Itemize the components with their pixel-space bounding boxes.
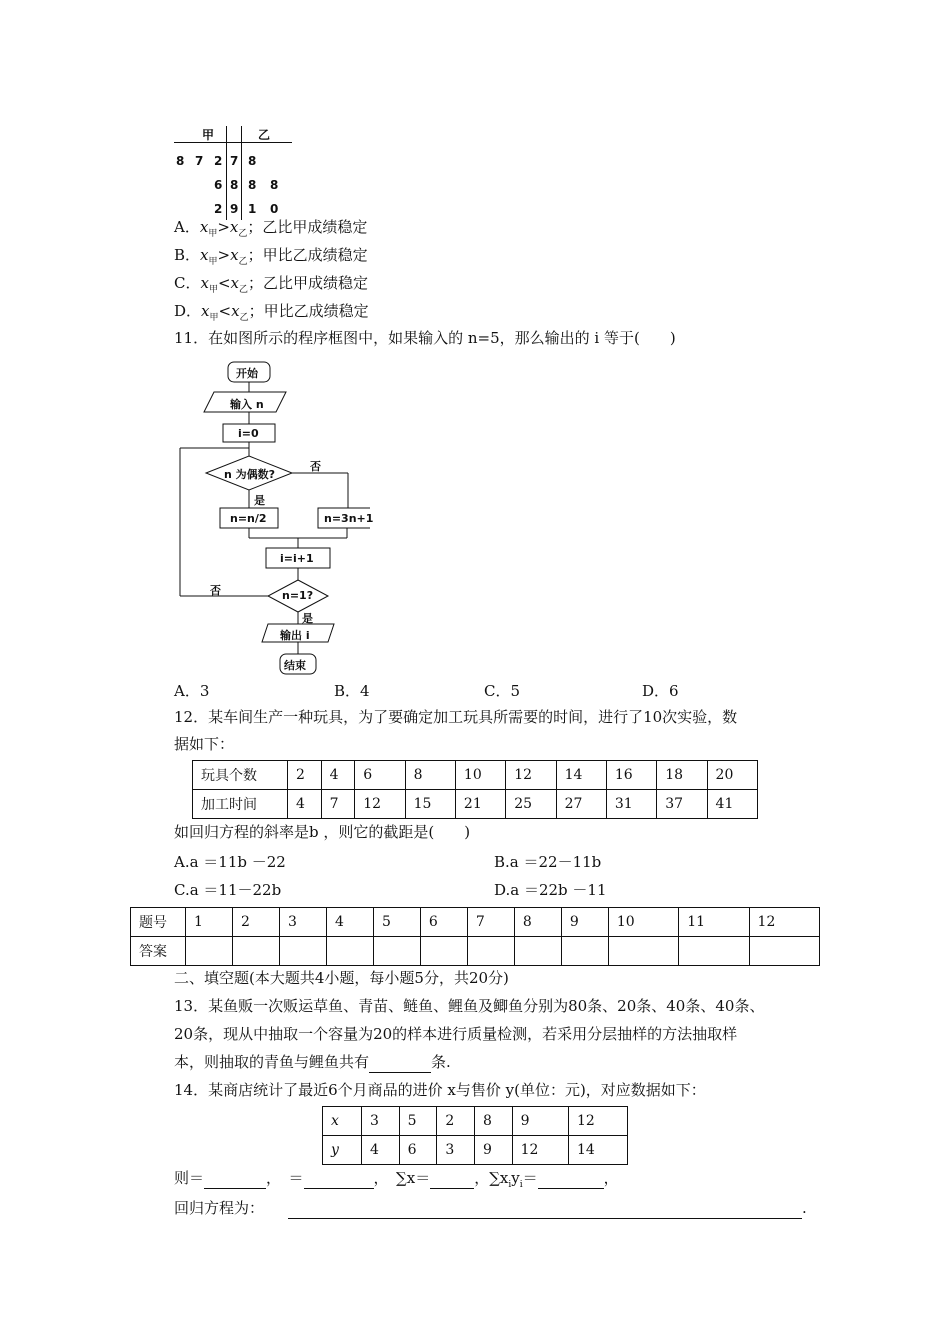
q13-line1: 13．某鱼贩一次贩运草鱼、青苗、鲢鱼、鲤鱼及鲫鱼分别为80条、20条、40条、40条、 [174, 997, 765, 1015]
answer-cell[interactable] [561, 937, 608, 966]
q12-option-a: A.a ＝11b －22 [174, 853, 286, 871]
table-cell: 2 [288, 761, 322, 790]
table-row [323, 1136, 628, 1165]
table-cell: 6 [420, 908, 467, 937]
table-cell: 8 [474, 1107, 512, 1136]
section-heading: 二、填空题(本大题共4小题，每小题5分，共20分) [174, 969, 509, 987]
flowchart-cond-one: n=1? [282, 589, 314, 602]
table-cell: 4 [326, 908, 373, 937]
q14-blank-1[interactable] [204, 1168, 266, 1189]
q12-option-c: C.a ＝11－22b [174, 881, 282, 899]
flowchart-output: 输出 i [280, 629, 310, 642]
table-row [131, 937, 820, 966]
table-cell: 14 [569, 1136, 628, 1165]
stem-leaf-stem: 9 [230, 202, 239, 216]
table-cell: 12 [506, 761, 556, 790]
table-cell: 18 [657, 761, 707, 790]
q11-option-a: A．3 [174, 682, 210, 700]
stem-leaf-stem: 8 [230, 178, 239, 192]
table-cell: 5 [373, 908, 420, 937]
table-cell: 37 [657, 790, 707, 819]
table-cell: 答案 [131, 937, 186, 966]
stem-leaf-cell: 2 [214, 154, 223, 168]
answer-cell[interactable] [608, 937, 678, 966]
table-cell: 2 [232, 908, 279, 937]
table-cell: 31 [606, 790, 656, 819]
stem-leaf-cell: 8 [176, 154, 185, 168]
flowchart-end: 结束 [284, 659, 306, 672]
table-cell: 加工时间 [193, 790, 288, 819]
flowchart [170, 358, 374, 678]
flowchart-no-label: 否 [310, 460, 321, 473]
answer-cell[interactable] [186, 937, 233, 966]
answer-cell[interactable] [514, 937, 561, 966]
table-cell: 8 [405, 761, 455, 790]
stem-leaf-right-header: 乙 [258, 128, 271, 142]
table-row [193, 761, 758, 790]
q12-question: 如回归方程的斜率是b ，则它的截距是( ) [174, 823, 471, 841]
stem-leaf-vline-right [241, 126, 242, 220]
table-row [131, 908, 820, 937]
flowchart-input: 输入 n [230, 398, 264, 411]
table-cell: 玩具个数 [193, 761, 288, 790]
q13-line2: 20条，现从中抽取一个容量为20的样本进行质量检测，若采用分层抽样的方法抽取样 [174, 1025, 738, 1043]
q14-fill-line: 则＝ ， ＝ ， ∑x＝ ，$\sum x_iy_i=$ ， [174, 1169, 619, 1190]
table-cell: 7 [467, 908, 514, 937]
q14-stem: 14．某商店统计了最近6个月商品的进价 x与售价 y(单位：元)，对应数据如下： [174, 1081, 706, 1099]
flowchart-start: 开始 [236, 367, 258, 380]
stem-leaf-cell: 1 [248, 202, 257, 216]
q10-option-c: C．$x_甲<x_乙$；乙比甲成绩稳定 [174, 274, 369, 295]
table-cell: 4 [288, 790, 322, 819]
table-cell: 1 [186, 908, 233, 937]
stem-leaf-stem: 7 [230, 154, 239, 168]
table-cell: 9 [561, 908, 608, 937]
q14-blank-3[interactable] [430, 1168, 474, 1189]
flowchart-triple: n=3n+1 [324, 512, 374, 525]
q14-blank-4[interactable] [538, 1168, 604, 1189]
table-cell: 4 [362, 1136, 400, 1165]
answer-cell[interactable] [279, 937, 326, 966]
answer-cell[interactable] [749, 937, 819, 966]
stem-leaf-cell: 0 [270, 202, 279, 216]
answer-cell[interactable] [326, 937, 373, 966]
table-cell: 题号 [131, 908, 186, 937]
table-cell: 14 [556, 761, 606, 790]
answer-cell[interactable] [373, 937, 420, 966]
table-cell: 3 [279, 908, 326, 937]
table-cell: 16 [606, 761, 656, 790]
flowchart-no-label-2: 否 [210, 584, 221, 597]
flowchart-half: n=n/2 [230, 512, 267, 525]
q14-regression-blank[interactable] [288, 1198, 802, 1219]
table-cell: 11 [679, 908, 749, 937]
q14-data-table [322, 1106, 628, 1165]
table-cell: 10 [455, 761, 505, 790]
table-cell: 3 [362, 1107, 400, 1136]
table-cell: 21 [455, 790, 505, 819]
table-cell: 6 [355, 761, 405, 790]
stem-leaf-cell: 8 [248, 154, 257, 168]
table-cell: 9 [512, 1107, 568, 1136]
q13-blank[interactable] [369, 1052, 431, 1073]
flowchart-increment: i=i+1 [280, 552, 314, 565]
q14-blank-2[interactable] [304, 1168, 374, 1189]
stem-leaf-cell: 6 [214, 178, 223, 192]
stem-leaf-plot [172, 122, 302, 220]
stem-leaf-cell: 8 [248, 178, 257, 192]
q11-option-d: D．6 [642, 682, 679, 700]
table-cell: 12 [355, 790, 405, 819]
table-cell: 4 [321, 761, 355, 790]
table-cell: 20 [707, 761, 757, 790]
table-cell: 12 [749, 908, 819, 937]
q11-option-c: C．5 [484, 682, 521, 700]
q12-data-table [192, 760, 758, 819]
q10-option-a: A．$x_甲>x_乙$；乙比甲成绩稳定 [174, 218, 368, 239]
table-cell: 6 [399, 1136, 437, 1165]
stem-leaf-divider [174, 142, 292, 143]
flowchart-yes-label: 是 [254, 494, 265, 507]
table-cell: 7 [321, 790, 355, 819]
stem-leaf-vline-left [226, 126, 227, 220]
q13-line3: 本，则抽取的青鱼与鲤鱼共有 条. [174, 1053, 451, 1071]
q10-option-d: D．$x_甲<x_乙$；甲比乙成绩稳定 [174, 302, 369, 323]
table-cell: 41 [707, 790, 757, 819]
table-cell: 8 [514, 908, 561, 937]
table-cell: 12 [512, 1136, 568, 1165]
table-row [193, 790, 758, 819]
table-cell: 3 [437, 1136, 475, 1165]
table-cell: 5 [399, 1107, 437, 1136]
answer-table [130, 907, 820, 966]
q11-option-b: B．4 [334, 682, 370, 700]
q12-stem-line1: 12．某车间生产一种玩具，为了要确定加工玩具所需要的时间，进行了10次实验，数 [174, 708, 738, 726]
table-cell: y [323, 1136, 362, 1165]
table-cell: 9 [474, 1136, 512, 1165]
q11-stem: 11．在如图所示的程序框图中，如果输入的 n=5，那么输出的 i 等于( ) [174, 329, 676, 347]
flowchart-init: i=0 [238, 427, 259, 440]
stem-leaf-cell: 8 [270, 178, 279, 192]
stem-leaf-cell: 2 [214, 202, 223, 216]
q10-option-b: B．$x_甲>x_乙$；甲比乙成绩稳定 [174, 246, 368, 267]
q12-option-d: D.a ＝22b －11 [494, 881, 607, 899]
answer-cell[interactable] [467, 937, 514, 966]
table-cell: 12 [569, 1107, 628, 1136]
table-cell: x [323, 1107, 362, 1136]
table-cell: 27 [556, 790, 606, 819]
flowchart-cond-even: n 为偶数? [224, 468, 276, 481]
answer-cell[interactable] [679, 937, 749, 966]
stem-leaf-left-header: 甲 [202, 128, 215, 142]
table-cell: 25 [506, 790, 556, 819]
flowchart-yes-label-2: 是 [302, 612, 313, 625]
table-cell: 10 [608, 908, 678, 937]
q14-regression-line: 回归方程为： . [174, 1199, 807, 1217]
table-row [323, 1107, 628, 1136]
answer-cell[interactable] [420, 937, 467, 966]
table-cell: 15 [405, 790, 455, 819]
table-cell: 2 [437, 1107, 475, 1136]
q12-option-b: B.a ＝22－11b [494, 853, 602, 871]
answer-cell[interactable] [232, 937, 279, 966]
q12-stem-line2: 据如下： [174, 735, 235, 753]
stem-leaf-cell: 7 [195, 154, 204, 168]
